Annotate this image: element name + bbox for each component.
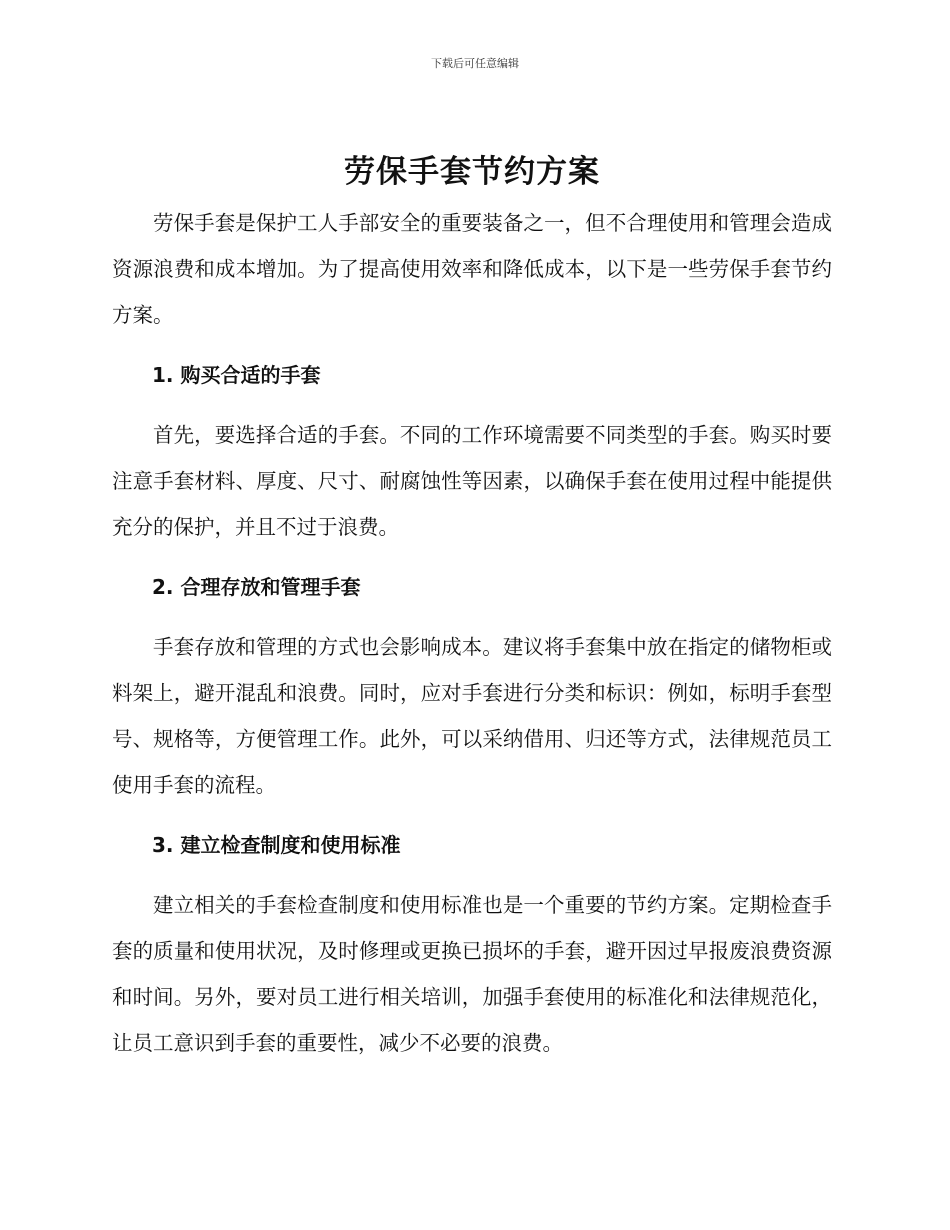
document-title: 劳保手套节约方案 (344, 154, 600, 190)
document-body (112, 148, 832, 1066)
section-paragraph: 首先，要选择合适的手套。不同的工作环境需要不同类型的手套。购买时要注意手套材料、厚度、尺寸、耐腐蚀性等因素，以确保手套在使用过程中能提供充分的保护，并且不过于浪费。 (112, 423, 832, 539)
section-paragraph: 建立相关的手套检查制度和使用标准也是一个重要的节约方案。定期检查手套的质量和使用状况，及时修理或更换已损坏的手套，避开因过早报废浪费资源和时间。另外，要对员工进行相关培训，加强手套使用的标准化和法律规范化，让员工意识到手套的重要性，减少不必要的浪费。 (112, 893, 832, 1055)
section-paragraph: 手套存放和管理的方式也会影响成本。建议将手套集中放在指定的储物柜或料架上，避开混乱和浪费。同时，应对手套进行分类和标识：例如，标明手套型号、规格等，方便管理工作。此外，可以采纳借用、归还等方式，法律规范员工使用手套的流程。 (112, 635, 832, 797)
section-1 (112, 352, 832, 550)
intro-paragraph: 劳保手套是保护工人手部安全的重要装备之一，但不合理使用和管理会造成资源浪费和成本增加。为了提高使用效率和降低成本，以下是一些劳保手套节约方案。 (112, 211, 832, 327)
section-heading: 2. 合理存放和管理手套 (152, 575, 361, 599)
header-note: 下载后可任意编辑 (431, 57, 519, 70)
section-2 (112, 564, 832, 808)
section-heading: 1. 购买合适的手套 (152, 363, 321, 387)
section-3 (112, 822, 832, 1066)
section-heading: 3. 建立检查制度和使用标准 (152, 833, 401, 857)
